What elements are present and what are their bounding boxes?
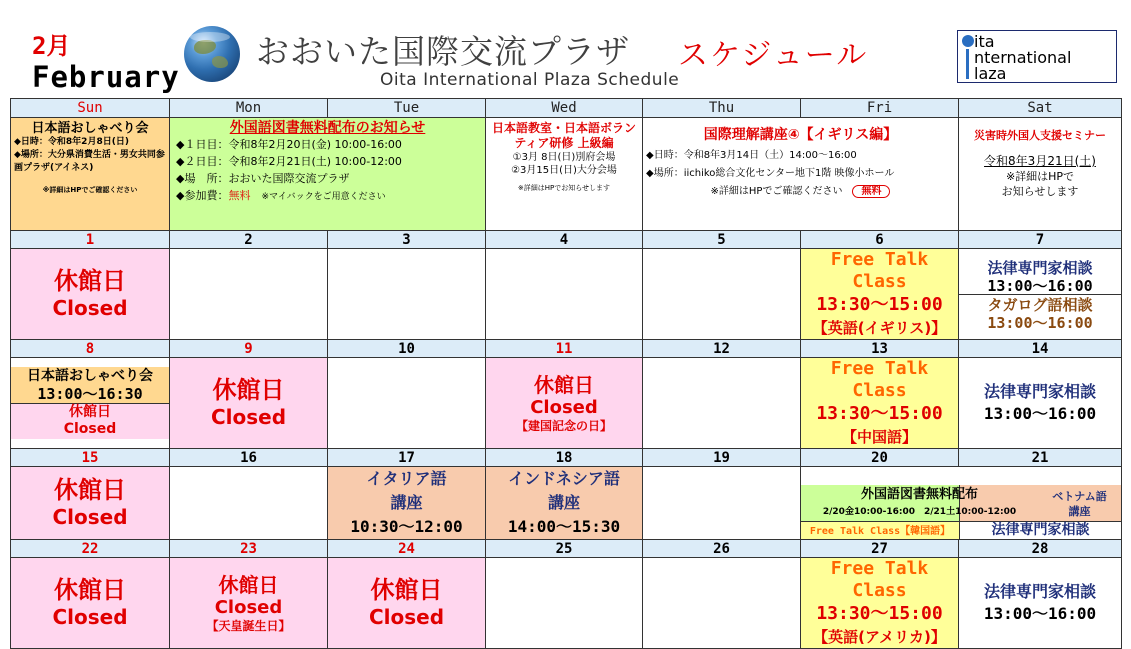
globe-icon <box>184 26 240 82</box>
weekday-fri: Fri <box>801 99 959 118</box>
weekday-mon: Mon <box>170 99 328 118</box>
week-row-2 <box>11 358 1122 449</box>
month-en: February <box>32 60 180 94</box>
course-cell: インドネシア語 講座 14:00～15:30 <box>486 467 643 540</box>
free-talk-cell: Free Talk Class 13:30～15:00 【英語(アメリカ)】 <box>801 558 959 649</box>
book-giveaway-top: 外国語図書無料配布 2/20金10:00-16:00 2/21土10:00-12:00 <box>822 486 1017 517</box>
week-row-3 <box>11 467 1122 540</box>
info-row <box>11 118 1122 231</box>
week-row-1 <box>11 249 1122 340</box>
weekday-tue: Tue <box>328 99 486 118</box>
book-giveaway-cell <box>801 467 1122 540</box>
free-badge: 無料 <box>852 185 890 198</box>
weekday-wed: Wed <box>486 99 643 118</box>
info-sat: 災害時外国人支援セミナー 令和8年3月21日(土) ※詳細はHPで お知らせします <box>959 118 1122 231</box>
legal-cell: 法律専門家相談 13:00～16:00 タガログ語相談 13:00～16:00 <box>959 249 1122 340</box>
date-row-2: 8 9 10 11 12 13 14 <box>11 340 1122 358</box>
oita-plaza-logo: ita nternational laza <box>957 30 1117 83</box>
info-book-giveaway: 外国語図書無料配布のお知らせ ◆１日目：令和8年2月20日(金) 10:00-16:00 ◆２日目：令和8年2月21日(土) 10:00-12:00 ◆場 所：おおいた国際交流プラザ ◆参加費：無料 ※マイバックをご用意ください <box>170 118 486 231</box>
closed-cell: 休館日 Closed <box>11 467 170 540</box>
closed-cell: 休館日 Closed <box>328 558 486 649</box>
free-talk-cell: Free Talk Class 13:30～15:00 【中国語】 <box>801 358 959 449</box>
closed-cell: 休館日 Closed <box>11 558 170 649</box>
weekday-sat: Sat <box>959 99 1122 118</box>
closed-cell: 休館日 Closed 【天皇誕生日】 <box>170 558 328 649</box>
date-row-4: 22 23 24 25 26 27 28 <box>11 540 1122 558</box>
date-row-1: 1 2 3 4 5 6 7 <box>11 231 1122 249</box>
weekday-sun: Sun <box>11 99 170 118</box>
page-title-schedule: スケジュール <box>678 38 869 73</box>
legal-cell: 法律専門家相談 13:00～16:00 <box>959 558 1122 649</box>
free-talk-cell: Free Talk Class 13:30～15:00 【英語(イギリス)】 <box>801 249 959 340</box>
closed-cell: 休館日 Closed <box>11 249 170 340</box>
page-title: おおいた国際交流プラザ <box>256 32 630 71</box>
sun-split-cell: 日本語おしゃべり会 13:00～16:30 休館日 Closed <box>11 358 170 449</box>
free-talk-korean: Free Talk Class【韓国語】 <box>801 522 960 540</box>
info-sun: 日本語おしゃべり会 ◆日時：令和8年2月8日(日) ◆場所：大分県消費生活・男女共同参画プラザ(アイネス) ※詳細はHPでご確認ください <box>11 118 170 231</box>
info-wed: 日本語教室・日本語ボランティア研修 上級編 ①3月 8日(日)別府会場 ②3月15日(日)大分会場 ※詳細はHPでお知らせします <box>486 118 643 231</box>
week-row-4 <box>11 558 1122 649</box>
closed-cell: 休館日 Closed <box>170 358 328 449</box>
legal-cell: 法律専門家相談 <box>991 521 1090 538</box>
weekday-header-row <box>11 99 1122 118</box>
info-seminar: 国際理解講座④【イギリス編】 ◆日時：令和8年3月14日（土）14:00～16:00 ◆場所：iichiko総合文化センター地下1階 映像小ホール ※詳細はHPでご確認ください 無料 <box>643 118 959 231</box>
globe-mark-icon <box>962 35 974 47</box>
closed-cell: 休館日 Closed 【建国記念の日】 <box>486 358 643 449</box>
legal-cell: 法律専門家相談 13:00～16:00 <box>959 358 1122 449</box>
calendar-table <box>10 98 1122 649</box>
date-row-3: 15 16 17 18 19 20 21 <box>11 449 1122 467</box>
page-subtitle: Oita International Plaza Schedule <box>380 70 680 90</box>
course-cell: イタリア語 講座 10:30～12:00 <box>328 467 486 540</box>
month-jp: 2月 <box>32 32 71 60</box>
vietnamese-course: ベトナム語 講座 <box>1052 489 1107 518</box>
weekday-thu: Thu <box>643 99 801 118</box>
